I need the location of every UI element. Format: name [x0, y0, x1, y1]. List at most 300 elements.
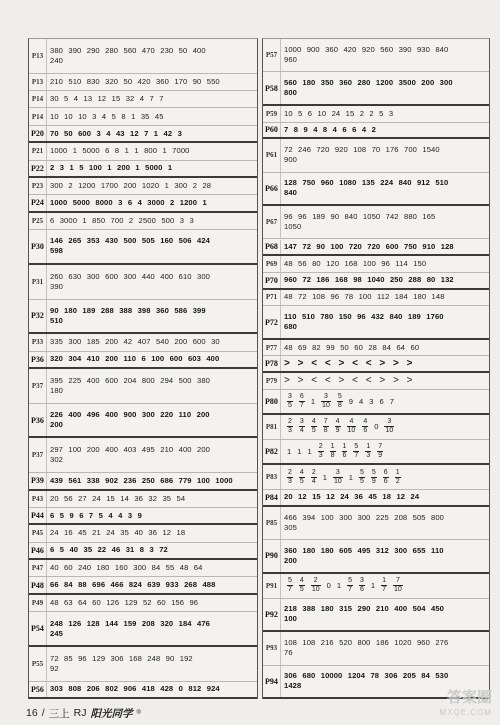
answer-line: 1000 900 360 420 920 560 390 930 840: [284, 45, 449, 55]
answer-values: [281, 139, 489, 171]
answer-line: 2 3 1 5 100 1 200 1 5000 1: [50, 163, 173, 173]
answer-values: [47, 178, 257, 194]
fraction: [299, 469, 305, 486]
answer-values: [281, 72, 489, 103]
denominator: 3: [318, 452, 323, 460]
answer-line: 24 16 45 21 24 35 40 36 12 18: [50, 528, 186, 538]
page-ref-label: P80: [263, 390, 281, 413]
answer-line: 360 180 180 605 495 312 300 655 110: [284, 545, 444, 555]
answer-line: 390: [50, 281, 63, 291]
answer-row: [29, 543, 257, 560]
page-ref-label: P58: [263, 72, 281, 103]
fraction: [299, 577, 305, 594]
fraction: [323, 418, 329, 435]
answer-line: 1000 1 5000 6 8 1 1 800 1 7000: [50, 146, 190, 156]
numerator: 3: [333, 469, 343, 478]
whole-number: 7: [389, 396, 394, 406]
fraction: [335, 418, 341, 435]
numerator: 5: [359, 468, 364, 476]
denominator: 6: [383, 477, 388, 485]
page-number: 16: [26, 707, 38, 719]
answer-row: [29, 178, 257, 195]
whole-number: 1: [287, 447, 292, 457]
answer-row: [263, 356, 489, 373]
page-ref-label: P13: [29, 39, 47, 73]
answer-line: 108 108 216 520 800 186 1020 960 276: [284, 638, 449, 648]
page-ref-label: P20: [29, 126, 47, 141]
denominator: 8: [330, 452, 335, 460]
answer-line: 10 5 6 10 24 15 2 2 5 3: [284, 108, 394, 118]
whole-number: 1: [370, 581, 376, 591]
fraction: [299, 418, 305, 435]
fraction: [287, 418, 293, 435]
answer-line: 297 100 200 400 403 495 210 400 200: [50, 445, 211, 455]
answer-line: 6 5 9 6 7 5 4 4 3 9: [50, 510, 142, 520]
answer-line: 100: [284, 614, 297, 624]
fraction: [393, 577, 403, 594]
numerator: 4: [299, 468, 304, 476]
answer-line: 180: [50, 385, 63, 395]
numerator: 5: [288, 577, 292, 585]
numerator: 5: [354, 443, 359, 451]
page-ref-label: P48: [29, 577, 47, 592]
denominator: 2: [395, 477, 400, 485]
numerator: 5: [337, 392, 342, 400]
fraction: [321, 393, 331, 410]
answer-row: [263, 340, 489, 357]
answer-values: [281, 173, 489, 204]
watermark-line1: 答案圈: [446, 689, 492, 706]
fraction-line: [284, 469, 486, 486]
answer-values: [281, 306, 489, 337]
answer-row: [263, 415, 489, 440]
answer-row: [263, 123, 489, 140]
answer-line: 800: [284, 88, 297, 98]
answer-line: 240: [50, 55, 63, 65]
answer-line: 303 808 206 802 906 418 428 0 812 924: [50, 684, 220, 694]
fraction: [362, 418, 368, 435]
answer-line: 7 8 9 4 8 4 6 6 4 2: [284, 124, 376, 134]
denominator: 5: [299, 586, 304, 594]
answer-row: [29, 369, 257, 404]
answer-values: [47, 230, 257, 263]
answer-line: 900: [284, 155, 297, 165]
answer-row: [29, 91, 257, 108]
denominator: 7: [382, 586, 387, 594]
fraction: [353, 443, 359, 460]
fraction-line: [284, 443, 486, 460]
numerator: 3: [359, 577, 364, 585]
answer-line: 6 3000 1 850 700 2 2500 500 3 3: [50, 215, 194, 225]
page-ref-label: P91: [263, 574, 281, 598]
numerator: 4: [363, 418, 368, 426]
answer-values: [281, 390, 489, 413]
denominator: 7: [348, 586, 352, 594]
answer-line: 200: [50, 420, 63, 430]
answer-values: [281, 373, 489, 389]
answer-values: [281, 240, 489, 255]
answer-line: 210 510 830 320 50 420 360 170 90 550: [50, 76, 220, 86]
answer-values: [281, 415, 489, 439]
page-ref-label: P45: [29, 525, 47, 541]
answer-row: [263, 290, 489, 307]
answer-line: 245: [50, 628, 63, 638]
watermark-line2: MXQE.COM: [439, 708, 492, 717]
answer-line: 305: [284, 523, 297, 533]
answer-line: 200: [284, 555, 297, 565]
answer-values: [47, 143, 257, 159]
fraction: [311, 469, 317, 486]
numerator: 1: [330, 443, 335, 451]
answer-line: 302: [50, 455, 63, 465]
fraction: [377, 443, 383, 460]
answer-line: 70 50 600 3 4 43 12 7 1 42 3: [50, 128, 182, 138]
numerator: 1: [382, 577, 387, 585]
numerator: 4: [335, 418, 340, 426]
answer-line: > > < < > < < > > >: [284, 376, 413, 387]
numerator: 2: [311, 577, 321, 586]
answer-line: 260 630 300 600 300 440 400 610 300: [50, 271, 211, 281]
page-ref-label: P32: [29, 300, 47, 333]
answer-line: 439 561 338 902 236 250 686 779 100 1000: [50, 475, 233, 485]
page-ref-label: P67: [263, 206, 281, 238]
page-ref-label: P84: [263, 490, 281, 505]
page-ref-label: P49: [29, 595, 47, 611]
answer-row: [29, 39, 257, 74]
answer-values: [281, 599, 489, 630]
denominator: 9: [371, 477, 376, 485]
denominator: 8: [323, 427, 328, 435]
answer-row: [263, 106, 489, 123]
answer-values: [47, 682, 257, 697]
denominator: 4: [311, 477, 316, 485]
answer-row: [29, 161, 257, 178]
answer-values: [47, 334, 257, 350]
answer-line: 72 246 720 920 108 70 176 700 1540: [284, 145, 440, 155]
answer-values: [47, 491, 257, 507]
answer-values: [47, 612, 257, 645]
fraction: [337, 393, 343, 410]
answer-row: [263, 599, 489, 632]
answer-values: [47, 161, 257, 176]
numerator: 5: [348, 577, 352, 585]
answer-values: [281, 540, 489, 571]
fraction: [330, 443, 336, 460]
answer-row: [29, 491, 257, 508]
page-ref-label: P68: [263, 240, 281, 255]
numerator: 6: [383, 468, 388, 476]
answer-line: 96 96 189 90 840 1050 742 880 165: [284, 212, 436, 222]
answer-values: [47, 91, 257, 107]
page-ref-label: P54: [29, 612, 47, 645]
answer-line: 20 12 15 12 24 36 45 18 12 24: [284, 492, 420, 502]
fraction: [318, 443, 324, 460]
answer-values: [47, 126, 257, 141]
numerator: 5: [371, 468, 376, 476]
answer-line: 48 63 64 60 126 129 52 60 156 96: [50, 597, 199, 607]
answer-values: [281, 39, 489, 71]
whole-number: 1: [307, 447, 312, 457]
answer-row: [263, 490, 489, 507]
answer-values: [281, 356, 489, 371]
answer-row: [29, 265, 257, 300]
answer-row: [263, 256, 489, 273]
numerator: 4: [299, 577, 304, 585]
answer-values: [47, 74, 257, 90]
page-ref-label: P46: [29, 543, 47, 558]
answer-row: [263, 390, 489, 415]
answer-line: 128 750 960 1080 135 224 840 912 510: [284, 178, 449, 188]
answer-values: [47, 525, 257, 541]
whole-number: 1: [348, 472, 353, 482]
denominator: 7: [288, 586, 292, 594]
denominator: 7: [299, 401, 304, 409]
answer-row: [29, 682, 257, 699]
fraction: [371, 469, 377, 486]
denominator: 5: [359, 477, 364, 485]
answer-row: [29, 213, 257, 230]
denominator: 7: [354, 452, 359, 460]
answer-line: 92: [50, 663, 59, 673]
whole-number: 1: [310, 396, 316, 406]
page-ref-label: P61: [263, 139, 281, 171]
page-ref-label: P14: [29, 91, 47, 107]
answer-row: [263, 240, 489, 257]
answer-row: [29, 108, 257, 125]
answer-row: [29, 334, 257, 351]
answer-row: [29, 595, 257, 612]
whole-number: 9: [348, 396, 353, 406]
page-ref-label: P59: [263, 106, 281, 122]
answer-row: [29, 612, 257, 647]
answer-line: 560 180 350 360 280 1200 3500 200 300: [284, 78, 453, 88]
fraction: [347, 577, 353, 594]
answer-values: [47, 108, 257, 124]
answer-row: [263, 440, 489, 465]
answer-row: [263, 306, 489, 339]
answer-values: [281, 465, 489, 489]
answer-row: [29, 438, 257, 473]
whole-number: 1: [336, 581, 342, 591]
denominator: 10: [394, 586, 402, 594]
answer-row: [263, 72, 489, 105]
page-ref-label: P94: [263, 666, 281, 697]
page-ref-label: P77: [263, 340, 281, 356]
answer-values: [281, 256, 489, 272]
answer-line: 960 72 186 168 98 1040 250 288 80 132: [284, 275, 454, 285]
answer-row: [29, 74, 257, 91]
answer-row: [29, 508, 257, 525]
numerator: 1: [342, 443, 347, 451]
answer-values: [281, 273, 489, 288]
answer-row: [29, 560, 257, 577]
numerator: 7: [393, 577, 403, 586]
registered-mark: ®: [136, 710, 141, 716]
denominator: 3: [288, 427, 292, 435]
denominator: 5: [288, 401, 292, 409]
denominator: 5: [299, 477, 304, 485]
page-ref-label: P57: [263, 39, 281, 71]
answer-line: 226 400 496 400 900 300 220 110 200: [50, 410, 210, 420]
answer-row: [263, 507, 489, 540]
denominator: 3: [366, 452, 371, 460]
page-ref-label: P69: [263, 256, 281, 272]
page-ref-label: P93: [263, 632, 281, 664]
numerator: 7: [378, 443, 383, 451]
fraction: [347, 418, 357, 435]
numerator: 2: [288, 418, 292, 426]
answer-line: 72 85 96 129 306 168 248 90 192: [50, 653, 193, 663]
denominator: 8: [337, 401, 342, 409]
denominator: 10: [333, 477, 342, 485]
fraction-line: [284, 577, 486, 594]
page-ref-label: P85: [263, 507, 281, 539]
answer-line: 48 72 108 96 78 100 112 184 180 148: [284, 292, 445, 302]
fraction: [342, 443, 348, 460]
denominator: 6: [363, 427, 368, 435]
page-ref-label: P23: [29, 178, 47, 194]
fraction: [287, 393, 293, 410]
answer-line: 1428: [284, 681, 302, 691]
left-answer-column: [28, 38, 258, 699]
answer-values: [47, 39, 257, 73]
brand-logo-text: 阳光同学: [90, 707, 133, 720]
answer-values: [281, 632, 489, 664]
numerator: 1: [366, 443, 371, 451]
fraction: [381, 577, 387, 594]
answer-line: 1050: [284, 222, 302, 232]
answer-values: [47, 352, 257, 367]
whole-number: 1: [322, 472, 327, 482]
page-ref-label: P44: [29, 508, 47, 523]
page-ref-label: P78: [263, 356, 281, 371]
page-ref-label: P21: [29, 143, 47, 159]
numerator: 3: [321, 393, 331, 402]
denominator: 3: [288, 477, 292, 485]
answer-line: 248 126 128 144 159 208 320 184 476: [50, 618, 211, 628]
grade-label: 三上: [48, 707, 70, 720]
answer-row: [263, 373, 489, 390]
answer-values: [281, 340, 489, 356]
answer-values: [47, 508, 257, 523]
fraction: [384, 418, 394, 435]
answer-row: [263, 139, 489, 172]
fraction: [359, 577, 365, 594]
answer-row: [263, 39, 489, 72]
page-ref-label: P47: [29, 560, 47, 576]
page-ref-label: P72: [263, 306, 281, 337]
answer-row: [29, 195, 257, 212]
page-ref-label: P90: [263, 540, 281, 571]
page-ref-label: P81: [263, 415, 281, 439]
answer-row: [263, 173, 489, 206]
denominator: 9: [335, 427, 340, 435]
numerator: 2: [311, 468, 316, 476]
fraction-line: [284, 393, 486, 410]
answer-values: [47, 595, 257, 611]
answer-row: [29, 404, 257, 439]
answer-line: 335 300 185 200 42 407 540 200 600 30: [50, 337, 220, 347]
fraction: [383, 469, 389, 486]
answer-row: [29, 525, 257, 542]
numerator: 6: [299, 392, 304, 400]
fraction: [287, 469, 293, 486]
numerator: 1: [395, 468, 400, 476]
answer-row: [29, 143, 257, 160]
page-ref-label: P36: [29, 352, 47, 367]
answer-line: 510: [50, 315, 63, 325]
answer-row: [263, 206, 489, 239]
page-ref-label: P60: [263, 123, 281, 138]
page-ref-label: P66: [263, 173, 281, 204]
page-ref-label: P55: [29, 647, 47, 681]
answer-line: 320 304 410 200 110 6 100 600 603 400: [50, 354, 220, 364]
answer-values: [281, 490, 489, 505]
page-ref-label: P13: [29, 74, 47, 90]
numerator: 2: [318, 443, 323, 451]
answer-line: 6 5 40 35 22 46 31 8 3 72: [50, 545, 168, 555]
answer-row: [29, 126, 257, 143]
answer-values: [47, 560, 257, 576]
answer-values: [281, 574, 489, 598]
page-ref-label: P36: [29, 404, 47, 437]
answer-row: [29, 647, 257, 682]
numerator: 3: [299, 418, 304, 426]
fraction: [333, 469, 343, 486]
answer-row: [29, 473, 257, 490]
answer-line: 218 388 180 315 290 210 400 504 450: [284, 604, 445, 614]
answer-line: 466 394 100 300 300 225 208 505 800: [284, 513, 445, 523]
site-watermark: [412, 690, 492, 722]
page-ref-label: P37: [29, 369, 47, 403]
answer-line: 30 5 4 13 12 15 32 4 7 7: [50, 94, 164, 104]
answer-line: 90 180 189 288 388 398 360 586 399: [50, 305, 206, 315]
answer-values: [47, 404, 257, 437]
numerator: 2: [288, 468, 292, 476]
answer-line: 48 69 82 99 50 60 28 84 64 60: [284, 342, 420, 352]
answer-values: [281, 106, 489, 122]
fraction-line: [284, 418, 486, 435]
numerator: 4: [311, 418, 316, 426]
answer-line: 306 680 10000 1204 78 306 205 84 530: [284, 671, 449, 681]
page-ref-label: P83: [263, 465, 281, 489]
answer-values: [281, 206, 489, 238]
page-ref-label: P92: [263, 599, 281, 630]
denominator: 6: [342, 452, 347, 460]
page-ref-label: P43: [29, 491, 47, 507]
denominator: 10: [322, 401, 330, 409]
answer-line: 76: [284, 648, 293, 658]
numerator: 3: [288, 392, 292, 400]
answer-line: 960: [284, 55, 297, 65]
edition-label: RJ: [73, 707, 87, 719]
fraction: [395, 469, 401, 486]
answer-line: > > < < > < < > > >: [284, 358, 413, 369]
answer-values: [47, 473, 257, 488]
answer-line: 680: [284, 322, 297, 332]
answer-line: 380 390 290 280 560 470 230 50 400: [50, 45, 206, 55]
answer-values: [47, 300, 257, 333]
answer-line: 300 2 1200 1700 200 1020 1 300 2 28: [50, 181, 212, 191]
denominator: 6: [359, 586, 364, 594]
denominator: 4: [299, 427, 304, 435]
page-ref-label: P25: [29, 213, 47, 229]
answer-row: [263, 273, 489, 290]
page-ref-label: P22: [29, 161, 47, 176]
page-ref-label: P71: [263, 290, 281, 306]
whole-number: 6: [379, 396, 384, 406]
answer-values: [281, 290, 489, 306]
